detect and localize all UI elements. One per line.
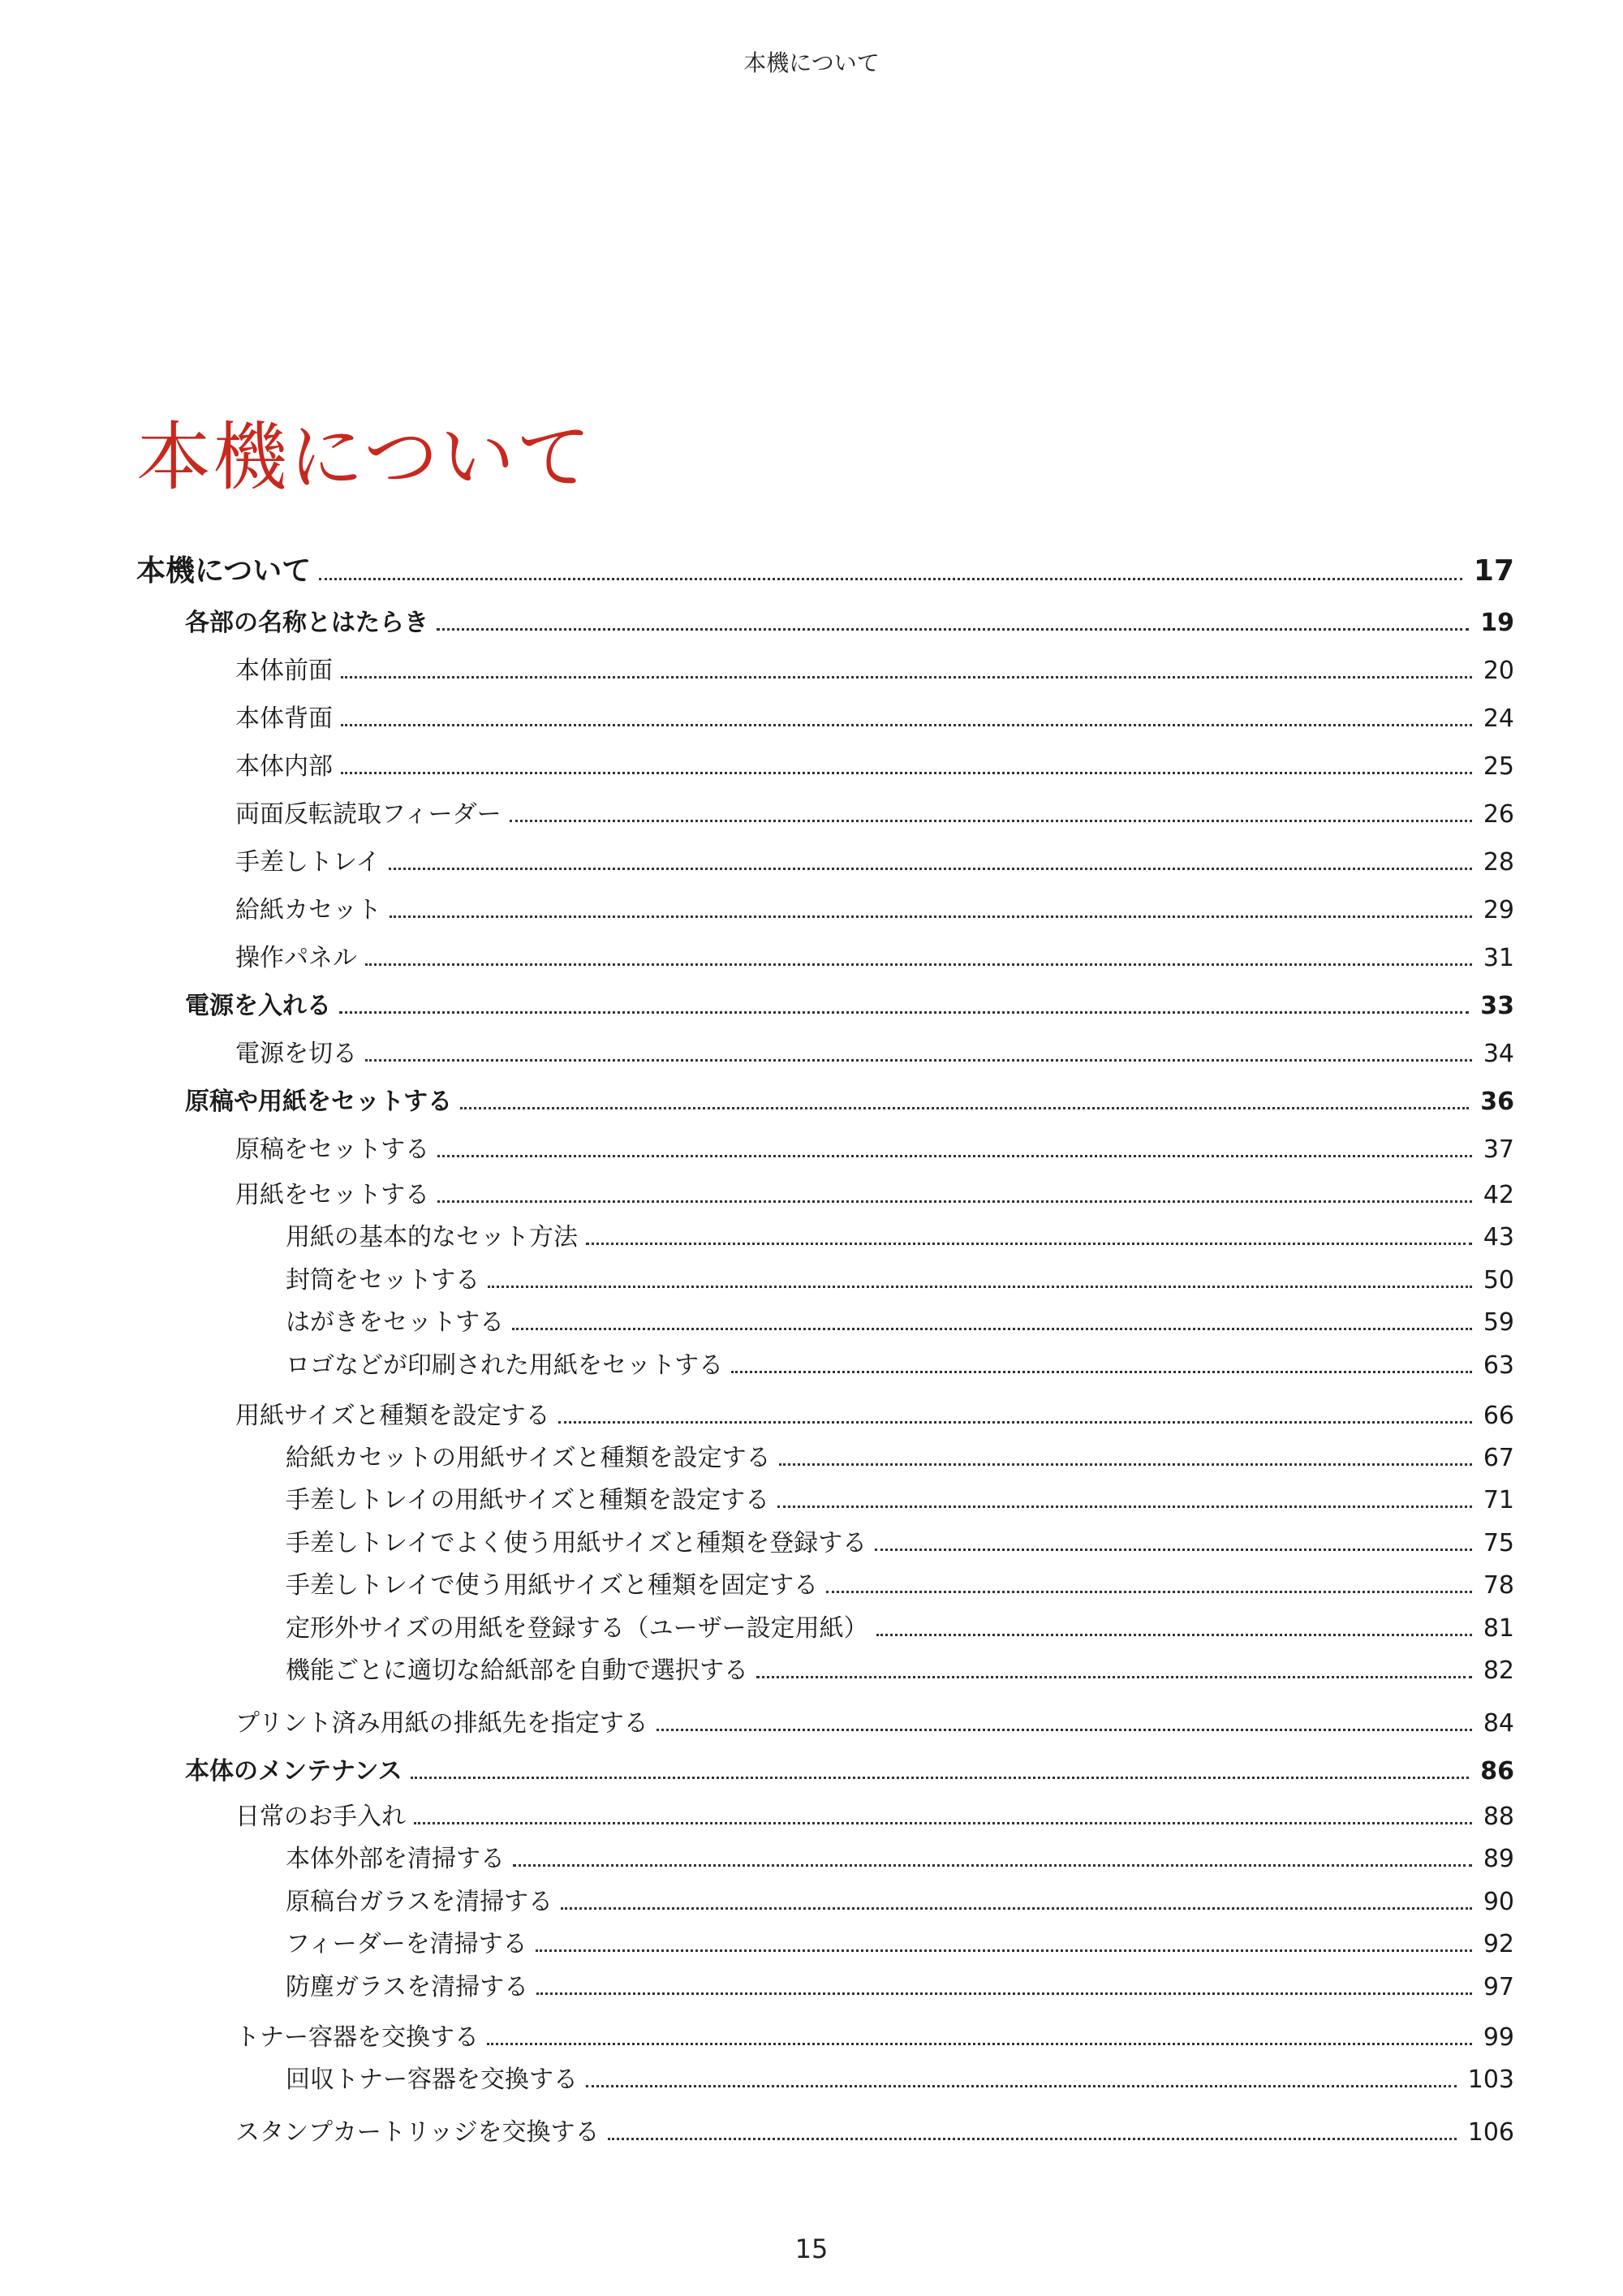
toc-entry-title: 両面反転読取フィーダー xyxy=(235,800,502,829)
dot-leader xyxy=(460,1107,1469,1109)
toc-entry-page: 71 xyxy=(1483,1486,1514,1514)
toc-entry-page: 66 xyxy=(1483,1401,1514,1430)
toc-entry-title: 給紙カセットの用紙サイズと種類を設定する xyxy=(286,1443,771,1472)
toc-entry-title: トナー容器を交換する xyxy=(235,2022,479,2052)
dot-leader xyxy=(876,1634,1472,1636)
table-of-contents xyxy=(136,544,1514,2156)
toc-entry-page: 67 xyxy=(1483,1443,1514,1472)
toc-entry[interactable] xyxy=(136,886,1514,934)
toc-entry-page: 82 xyxy=(1483,1656,1514,1685)
toc-entry-title: 給紙カセット xyxy=(235,896,381,924)
toc-entry-title: 回収トナー容器を交換する xyxy=(286,2065,578,2094)
dot-leader xyxy=(437,628,1469,631)
toc-entry-title: 本体背面 xyxy=(235,704,333,733)
toc-entry[interactable] xyxy=(136,1565,1514,1608)
toc-entry-title: 封筒をセットする xyxy=(286,1265,480,1294)
toc-entry-page: 25 xyxy=(1483,752,1514,781)
toc-entry[interactable] xyxy=(136,2016,1514,2059)
toc-entry-title: 原稿や用紙をセットする xyxy=(185,1088,453,1116)
dot-leader xyxy=(365,1059,1472,1062)
toc-entry-page: 43 xyxy=(1483,1223,1514,1251)
toc-entry[interactable] xyxy=(136,1838,1514,1881)
toc-entry-title: スタンプカートリッジを交換する xyxy=(235,2117,600,2147)
toc-entry[interactable] xyxy=(136,1030,1514,1078)
toc-entry[interactable] xyxy=(136,982,1514,1030)
toc-entry[interactable] xyxy=(136,1923,1514,1966)
toc-entry-page: 78 xyxy=(1483,1571,1514,1600)
toc-entry-page: 97 xyxy=(1483,1972,1514,2001)
toc-entry-title: 手差しトレイの用紙サイズと種類を設定する xyxy=(286,1486,770,1514)
dot-leader xyxy=(365,963,1472,966)
toc-entry[interactable] xyxy=(136,1608,1514,1651)
dot-leader xyxy=(411,1777,1470,1779)
toc-entry-title: 操作パネル xyxy=(235,944,357,972)
toc-entry[interactable] xyxy=(136,1174,1514,1217)
toc-entry[interactable] xyxy=(136,1523,1514,1566)
toc-entry-page: 50 xyxy=(1483,1265,1514,1294)
dot-leader xyxy=(608,2138,1457,2140)
toc-entry[interactable] xyxy=(136,647,1514,695)
toc-entry-title: 原稿をセットする xyxy=(235,1135,430,1164)
dot-leader xyxy=(826,1591,1472,1593)
toc-entry-page: 84 xyxy=(1483,1709,1514,1738)
dot-leader xyxy=(875,1549,1472,1551)
toc-entry[interactable] xyxy=(136,1394,1514,1437)
chapter-title: 本機について xyxy=(136,414,593,501)
toc-entry[interactable] xyxy=(136,695,1514,743)
dot-leader xyxy=(389,868,1472,870)
toc-entry-page: 33 xyxy=(1480,992,1514,1020)
dot-leader xyxy=(437,1155,1472,1157)
toc-entry-title: 定形外サイズの用紙を登録する（ユーザー設定用紙） xyxy=(286,1613,868,1643)
toc-entry[interactable] xyxy=(136,1126,1514,1174)
toc-entry[interactable] xyxy=(136,1795,1514,1838)
toc-entry[interactable] xyxy=(136,1699,1514,1747)
toc-entry-title: 原稿台ガラスを清掃する xyxy=(286,1887,553,1916)
toc-entry-title: 本機について xyxy=(136,554,312,588)
toc-entry-title: ロゴなどが印刷された用紙をセットする xyxy=(286,1350,724,1380)
toc-entry-page: 17 xyxy=(1473,554,1514,588)
toc-entry[interactable] xyxy=(136,743,1514,790)
toc-entry-title: 各部の名称とはたらき xyxy=(185,609,428,637)
toc-entry-title: 手差しトレイでよく使う用紙サイズと種類を登録する xyxy=(286,1528,867,1557)
dot-leader xyxy=(756,1676,1472,1678)
toc-entry[interactable] xyxy=(136,1966,1514,2016)
toc-entry-page: 103 xyxy=(1467,2065,1514,2094)
toc-entry-page: 89 xyxy=(1483,1845,1514,1873)
toc-entry-page: 88 xyxy=(1483,1803,1514,1831)
toc-entry-page: 90 xyxy=(1483,1887,1514,1916)
toc-entry-title: 手差しトレイで使う用紙サイズと種類を固定する xyxy=(286,1571,819,1600)
dot-leader xyxy=(339,1011,1469,1014)
dot-leader xyxy=(536,1949,1472,1952)
toc-entry[interactable] xyxy=(136,544,1514,599)
dot-leader xyxy=(586,2085,1457,2087)
toc-entry-page: 59 xyxy=(1483,1308,1514,1337)
dot-leader xyxy=(414,1822,1472,1824)
toc-entry-page: 19 xyxy=(1480,609,1514,637)
toc-entry-title: 用紙の基本的なセット方法 xyxy=(286,1223,578,1251)
dot-leader xyxy=(341,772,1472,774)
running-header: 本機について xyxy=(743,50,880,76)
toc-entry[interactable] xyxy=(136,1302,1514,1345)
dot-leader xyxy=(341,676,1472,678)
toc-entry[interactable] xyxy=(136,1217,1514,1260)
toc-entry-page: 75 xyxy=(1483,1528,1514,1557)
toc-entry-page: 31 xyxy=(1483,944,1514,972)
dot-leader xyxy=(558,1421,1472,1424)
toc-entry-page: 92 xyxy=(1483,1930,1514,1958)
dot-leader xyxy=(657,1729,1472,1731)
dot-leader xyxy=(561,1907,1472,1910)
toc-entry[interactable] xyxy=(136,2109,1514,2156)
toc-entry-title: 日常のお手入れ xyxy=(235,1803,406,1831)
dot-leader xyxy=(779,1463,1472,1466)
page-number: 15 xyxy=(794,2234,829,2264)
toc-entry-title: 本体前面 xyxy=(235,657,333,685)
toc-entry-page: 28 xyxy=(1483,848,1514,877)
toc-entry-title: プリント済み用紙の排紙先を指定する xyxy=(235,1709,648,1738)
toc-entry[interactable] xyxy=(136,599,1514,647)
toc-entry-page: 34 xyxy=(1483,1040,1514,1068)
toc-entry-page: 20 xyxy=(1483,657,1514,685)
toc-entry[interactable] xyxy=(136,838,1514,886)
toc-entry-page: 36 xyxy=(1480,1088,1514,1116)
toc-entry-page: 29 xyxy=(1483,896,1514,924)
toc-entry-title: 電源を切る xyxy=(235,1040,357,1068)
toc-entry[interactable] xyxy=(136,1345,1514,1394)
toc-entry-title: 機能ごとに適切な給紙部を自動で選択する xyxy=(286,1656,748,1685)
toc-entry-page: 42 xyxy=(1483,1181,1514,1209)
dot-leader xyxy=(510,820,1472,822)
toc-entry-title: フィーダーを清掃する xyxy=(286,1930,527,1958)
toc-entry[interactable] xyxy=(136,1747,1514,1795)
toc-entry[interactable] xyxy=(136,1260,1514,1303)
toc-entry[interactable] xyxy=(136,2059,1514,2109)
dot-leader xyxy=(487,2043,1472,2045)
dot-leader xyxy=(319,578,1462,580)
toc-entry-page: 37 xyxy=(1483,1135,1514,1164)
toc-entry[interactable] xyxy=(136,1437,1514,1480)
toc-entry-title: 電源を入れる xyxy=(185,992,331,1020)
toc-entry-page: 106 xyxy=(1467,2117,1514,2147)
toc-entry-title: 本体のメンテナンス xyxy=(185,1757,403,1786)
toc-entry-page: 24 xyxy=(1483,704,1514,733)
dot-leader xyxy=(513,1864,1472,1867)
dot-leader xyxy=(488,1286,1472,1288)
toc-entry-page: 99 xyxy=(1483,2022,1514,2052)
toc-entry[interactable] xyxy=(136,1650,1514,1699)
toc-entry[interactable] xyxy=(136,790,1514,838)
toc-entry-title: 手差しトレイ xyxy=(235,848,381,877)
toc-entry-title: 本体内部 xyxy=(235,752,333,781)
dot-leader xyxy=(341,724,1472,726)
toc-entry-page: 26 xyxy=(1483,800,1514,829)
dot-leader xyxy=(437,1200,1472,1203)
toc-entry-title: 防塵ガラスを清掃する xyxy=(286,1972,529,2001)
toc-entry[interactable] xyxy=(136,1480,1514,1523)
toc-entry-title: 本体外部を清掃する xyxy=(286,1845,505,1873)
dot-leader xyxy=(731,1371,1472,1373)
dot-leader xyxy=(536,1992,1472,1995)
dot-leader xyxy=(777,1506,1472,1508)
toc-entry[interactable] xyxy=(136,934,1514,982)
dot-leader xyxy=(390,915,1472,918)
toc-entry-page: 63 xyxy=(1483,1350,1514,1380)
toc-entry[interactable] xyxy=(136,1881,1514,1924)
toc-entry[interactable] xyxy=(136,1078,1514,1126)
toc-entry-title: 用紙をセットする xyxy=(235,1181,430,1209)
toc-entry-title: 用紙サイズと種類を設定する xyxy=(235,1401,550,1430)
toc-entry-page: 81 xyxy=(1483,1613,1514,1643)
toc-entry-page: 86 xyxy=(1480,1757,1514,1786)
toc-entry-title: はがきをセットする xyxy=(286,1308,505,1337)
dot-leader xyxy=(512,1328,1472,1330)
dot-leader xyxy=(586,1243,1472,1245)
